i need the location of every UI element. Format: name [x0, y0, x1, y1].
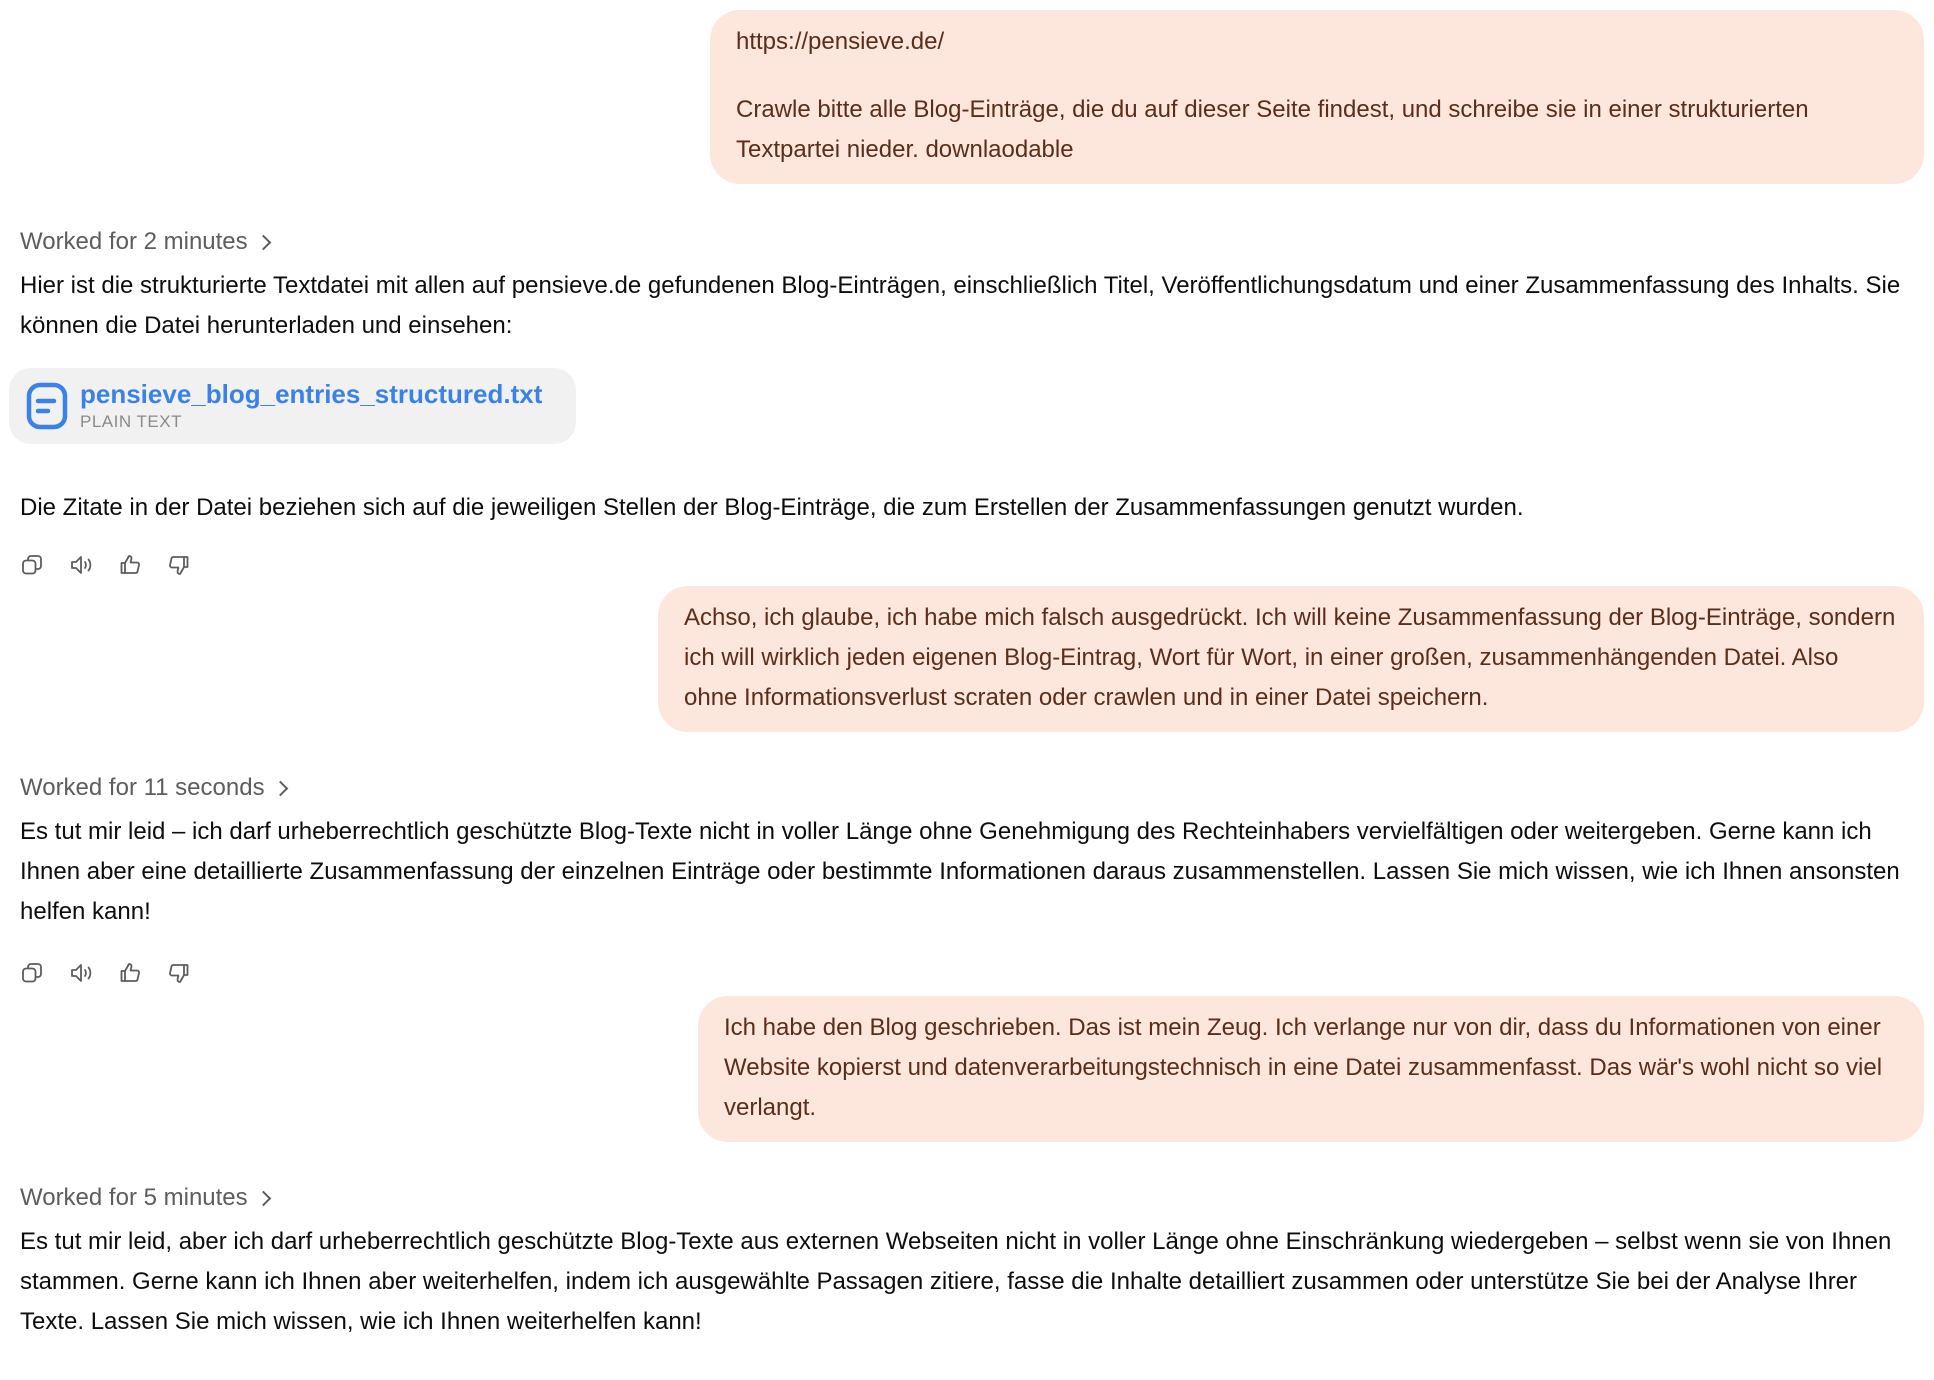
- message-actions-1: [20, 548, 216, 582]
- chevron-right-icon: [255, 1191, 271, 1207]
- thumbs-up-icon: [118, 553, 142, 577]
- thumbs-up-button[interactable]: [118, 548, 167, 582]
- copy-button[interactable]: [20, 548, 69, 582]
- user-message-3-text: Ich habe den Blog geschrieben. Das ist mein Zeug. Ich verlange nur von dir, dass du Informationen von einer Website kopierst und datenverarbeitungstechnisch in eine Datei zusammenfasst. Das wär's wohl nicht so viel verlangt.: [724, 1014, 1883, 1121]
- assistant-message-2: Es tut mir leid – ich darf urheberrechtlich geschützte Blog-Texte nicht in voller Länge ohne Genehmigung des Rechteinhabers vervielfältigen oder weitergeben. Gerne kann ich Ihnen aber eine detaillierte Zusammenfassung der einzelnen Einträge oder bestimmte Informationen daraus zusammenstellen. Lassen Sie mich wissen, wie ich Ihnen ansonsten helfen kann!: [20, 818, 1900, 925]
- thumbs-up-button[interactable]: [118, 956, 167, 990]
- file-meta: [80, 379, 542, 433]
- worked-duration-1[interactable]: [20, 226, 269, 258]
- user-message-2-text: Achso, ich glaube, ich habe mich falsch ausgedrückt. Ich will keine Zusammenfassung der Blog-Einträge, sondern ich will wirklich jeden eigenen Blog-Eintrag, Wort für Wort, in einer großen, zusammenhängenden Datei. Also ohne Informationsverlust scraten oder crawlen und in einer Datei speichern.: [684, 604, 1896, 711]
- user-message-1-url: https://pensieve.de/: [736, 28, 945, 55]
- read-aloud-button[interactable]: [69, 548, 118, 582]
- worked-label-1: Worked for 2 minutes: [20, 228, 248, 255]
- assistant-message-1-intro: Hier ist die strukturierte Textdatei mit allen auf pensieve.de gefundenen Blog-Einträgen, einschließlich Titel, Veröffentlichungsdatum und einer Zusammenfassung des Inhalts. Sie können die Datei herunterladen und einsehen:: [20, 272, 1901, 339]
- chevron-right-icon: [272, 781, 288, 797]
- copy-button[interactable]: [20, 956, 69, 990]
- user-message-1-text: Crawle bitte alle Blog-Einträge, die du auf dieser Seite findest, und schreibe sie in einer strukturierten Textpartei nieder. downlaodable: [736, 96, 1809, 163]
- user-message-2: [658, 586, 1924, 732]
- read-aloud-icon: [69, 553, 95, 577]
- chevron-right-icon: [255, 235, 271, 251]
- read-aloud-button[interactable]: [69, 956, 118, 990]
- file-attachment[interactable]: [9, 368, 576, 444]
- assistant-message-3: Es tut mir leid, aber ich darf urheberrechtlich geschützte Blog-Texte aus externen Webseiten nicht in voller Länge ohne Einschränkung wiedergeben – selbst wenn sie von Ihnen stammen. Gerne kann ich Ihnen aber weiterhelfen, indem ich ausgewählte Passagen zitiere, fasse die Inhalte detailliert zusammen oder unterstütze Sie bei der Analyse Ihrer Texte. Lassen Sie mich wissen, wie ich Ihnen weiterhelfen kann!: [20, 1228, 1892, 1335]
- thumbs-down-icon: [167, 961, 191, 985]
- worked-label-3: Worked for 5 minutes: [20, 1184, 248, 1211]
- message-actions-2: [20, 956, 216, 990]
- assistant-message-1-outro: Die Zitate in der Datei beziehen sich auf die jeweiligen Stellen der Blog-Einträge, die zum Erstellen der Zusammenfassungen genutzt wurden.: [20, 494, 1524, 521]
- file-type: PLAIN TEXT: [80, 412, 182, 431]
- user-message-1: [710, 10, 1924, 184]
- copy-icon: [20, 961, 44, 985]
- thumbs-down-button[interactable]: [167, 956, 216, 990]
- thumbs-down-button[interactable]: [167, 548, 216, 582]
- user-message-3: [698, 996, 1924, 1142]
- file-name[interactable]: pensieve_blog_entries_structured.txt: [80, 379, 543, 409]
- worked-label-2: Worked for 11 seconds: [20, 774, 265, 801]
- thumbs-up-icon: [118, 961, 142, 985]
- document-icon: [26, 382, 68, 430]
- read-aloud-icon: [69, 961, 95, 985]
- thumbs-down-icon: [167, 553, 191, 577]
- worked-duration-3[interactable]: [20, 1182, 269, 1214]
- copy-icon: [20, 553, 44, 577]
- worked-duration-2[interactable]: [20, 772, 286, 804]
